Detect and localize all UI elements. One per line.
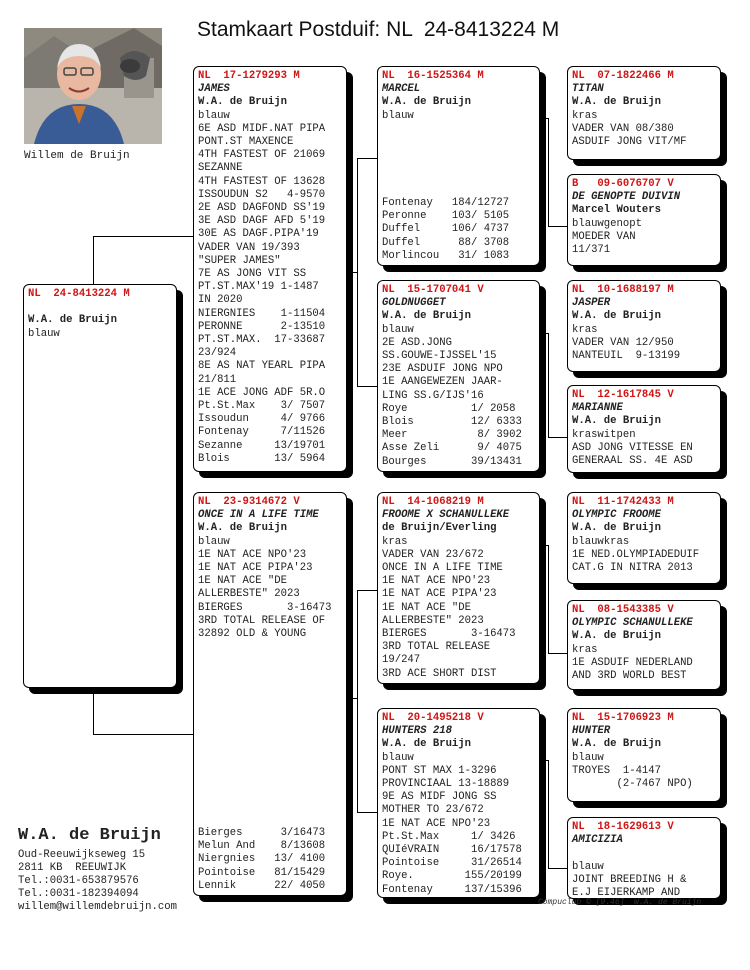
info-line: ONCE IN A LIFE TIME [382, 562, 503, 575]
results-block [378, 197, 539, 263]
info-line: ASD JONG VITESSE EN [572, 441, 693, 454]
breeder: W.A. de Bruijn [382, 310, 472, 323]
info-line: VADER VAN 08/380 [572, 122, 674, 135]
connector [93, 734, 193, 735]
info-line: Blois 12/ 6333 [382, 416, 522, 429]
info-line: Pt.St.Max 3/ 7507 [198, 400, 326, 413]
info-line: BIERGES 3-16473 [382, 628, 516, 641]
ring-number: NL 07-1822466 M [572, 70, 674, 82]
ring-number: NL 16-1525364 M [382, 70, 484, 82]
breeder: W.A. de Bruijn [572, 415, 662, 428]
pigeon-name: MARCEL [382, 83, 421, 96]
info-line: 1E NAT ACE NPO'23 [382, 575, 491, 588]
info-line: 2E ASD.JONG [382, 336, 452, 349]
result-line: Morlincou 31/ 1083 [382, 249, 510, 262]
pigeon-name: TITAN [572, 83, 604, 96]
info-line: 1E NAT ACE "DE [198, 575, 288, 588]
owner-address: Oud-Reeuwijkseweg 15 [18, 849, 146, 861]
color: kras [572, 323, 598, 336]
info-line: ASDUIF JONG VIT/MF [572, 136, 687, 149]
info-line: 1E NAT ACE NPO'23 [198, 548, 307, 561]
color: blauwgenopt [572, 217, 642, 230]
color: blauw [572, 751, 604, 764]
pigeon-name: JASPER [572, 297, 611, 310]
connector [548, 653, 568, 654]
info-line: Fontenay 137/15396 [382, 883, 522, 896]
info-line: 1E ACE JONG ADF 5R.O [198, 386, 326, 399]
connector [548, 118, 549, 226]
ring-number: B 09-6076707 V [572, 178, 674, 190]
pigeon-name: AMICIZIA [572, 834, 623, 847]
info-line: 3E ASD DAGF AFD 5'19 [198, 215, 326, 228]
info-line: 1E NED.OLYMPIADEDUIF [572, 548, 700, 561]
info-line: Meer 8/ 3902 [382, 429, 522, 442]
breeder [572, 847, 716, 860]
info-line: Roye 1/ 2058 [382, 402, 516, 415]
sire-dam-card [377, 280, 540, 472]
pigeon-name: HUNTER [572, 725, 611, 738]
color: kras [382, 535, 408, 548]
info-line: 3RD TOTAL RELEASE [382, 641, 491, 654]
info-line: 23/924 [198, 347, 237, 360]
color: blauwkras [572, 535, 630, 548]
info-line: 3RD ACE SHORT DIST [382, 667, 497, 680]
pigeon-name: ONCE IN A LIFE TIME [198, 509, 319, 522]
info-line: Asse Zeli 9/ 4075 [382, 442, 522, 455]
info-line: CAT.G IN NITRA 2013 [572, 562, 693, 575]
info-line: NANTEUIL 9-13199 [572, 350, 681, 363]
owner-photo [24, 28, 162, 144]
pigeon-name: JAMES [198, 83, 230, 96]
info-line: (2-7467 NPO) [572, 778, 693, 791]
info-line: 23E ASDUIF JONG NPO [382, 363, 503, 376]
info-line: VADER VAN 12/950 [572, 336, 674, 349]
breeder: W.A. de Bruijn [198, 96, 288, 109]
info-line: JOINT BREEDING H & [572, 873, 687, 886]
result-line: Duffel 106/ 4737 [382, 223, 510, 236]
connector [540, 333, 548, 334]
info-line: Sezanne 13/19701 [198, 439, 326, 452]
info-line: MOEDER VAN [572, 230, 636, 243]
ring-number: NL 23-9314672 V [198, 496, 300, 508]
info-line: PERONNE 2-13510 [198, 320, 326, 333]
subject-pigeon-card [23, 284, 177, 688]
color: blauw [28, 327, 60, 340]
breeder: W.A. de Bruijn [382, 96, 472, 109]
info-line: 1E NAT ACE NPO'23 [382, 817, 491, 830]
info-line: Bourges 39/13431 [382, 455, 522, 468]
color: kras [572, 643, 598, 656]
connector [357, 158, 358, 386]
pigeon-name: HUNTERS 218 [382, 725, 452, 738]
dam-dam-sire-card [567, 708, 721, 802]
info-line: 6E ASD MIDF.NAT PIPA [198, 122, 326, 135]
dam-dam-dam-card [567, 817, 721, 899]
breeder: de Bruijn/Everling [382, 522, 497, 535]
info-line: 4TH FASTEST OF 13628 [198, 175, 326, 188]
info-line: BIERGES 3-16473 [198, 601, 332, 614]
ring-number: NL 08-1543385 V [572, 604, 674, 616]
ring-number: NL 24-8413224 M [28, 288, 130, 300]
owner-phone: Tel.:0031-182394094 [18, 888, 139, 900]
info-line: PROVINCIAAL 13-18889 [382, 778, 510, 791]
info-line: 4TH FASTEST OF 21069 [198, 149, 326, 162]
sire-card [193, 66, 347, 472]
info-line: PONT.ST MAXENCE [198, 136, 294, 149]
owner-name: W.A. de Bruijn [18, 826, 161, 845]
connector [357, 812, 377, 813]
ring-number: NL 12-1617845 V [572, 389, 674, 401]
info-line: Issoudun 4/ 9766 [198, 413, 326, 426]
connector [357, 590, 358, 812]
breeder: W.A. de Bruijn [382, 738, 472, 751]
info-line: 7E AS JONG VIT SS [198, 268, 307, 281]
breeder: Marcel Wouters [572, 204, 662, 217]
info-line: 9E AS MIDF JONG SS [382, 791, 497, 804]
breeder: W.A. de Bruijn [572, 630, 662, 643]
pigeon-name: OLYMPIC SCHANULLEKE [572, 617, 693, 630]
info-line: VADER VAN 23/672 [382, 548, 484, 561]
connector [540, 760, 548, 761]
pigeon-name: MARIANNE [572, 402, 623, 415]
page-title: Stamkaart Postduif: NL 24-8413224 M [197, 18, 560, 41]
info-line: PT.ST.MAX. 17-33687 [198, 334, 326, 347]
connector [357, 590, 377, 591]
color: blauw [198, 109, 230, 122]
info-line: E.J EIJERKAMP AND [572, 887, 681, 899]
owner-email[interactable]: willem@willemdebruijn.com [18, 901, 177, 913]
info-line: LING SS.G/IJS'16 [382, 389, 484, 402]
result-line: Bierges 3/16473 [198, 826, 326, 839]
sire-dam-dam-card [567, 385, 721, 473]
info-line: ALLERBESTE" 2023 [382, 614, 484, 627]
result-line: Melun And 8/13608 [198, 840, 326, 853]
info-line: PONT ST MAX 1-3296 [382, 764, 497, 777]
info-line: VADER VAN 19/393 [198, 241, 300, 254]
info-line: 1E ASDUIF NEDERLAND [572, 656, 693, 669]
result-line: Pointoise 81/15429 [198, 866, 326, 879]
sire-dam-sire-card [567, 280, 721, 372]
info-line: Pt.St.Max 1/ 3426 [382, 830, 516, 843]
ring-number: NL 20-1495218 V [382, 712, 484, 724]
info-line: AND 3RD WORLD BEST [572, 670, 687, 683]
connector [548, 226, 568, 227]
info-line: TROYES 1-4147 [572, 764, 662, 777]
result-line: Niergnies 13/ 4100 [198, 853, 326, 866]
footer-credit: Compuclub © [9.46] W.A. de Bruijn [538, 898, 702, 907]
info-line: GENERAAL SS. 4E ASD [572, 455, 693, 468]
connector [347, 272, 357, 273]
pigeon-name: DE GENOPTE DUIVIN [572, 191, 681, 204]
connector [548, 333, 549, 437]
info-line: 30E AS DAGF.PIPA'19 [198, 228, 319, 241]
color: blauw [382, 751, 414, 764]
breeder: W.A. de Bruijn [572, 310, 662, 323]
dam-card [193, 492, 347, 896]
ring-number: NL 11-1742433 M [572, 496, 674, 508]
owner-block [18, 826, 177, 914]
info-line: NIERGNIES 1-11504 [198, 307, 326, 320]
breeder: W.A. de Bruijn [198, 522, 288, 535]
pigeon-name: GOLDNUGGET [382, 297, 446, 310]
connector [540, 545, 548, 546]
dam-sire-card [377, 492, 540, 684]
connector [357, 158, 377, 159]
info-line: Fontenay 7/11526 [198, 426, 326, 439]
ring-number: NL 14-1068219 M [382, 496, 484, 508]
info-line: PT.ST.MAX'19 1-1487 [198, 281, 319, 294]
sire-sire-dam-card [567, 174, 721, 266]
info-line: 11/371 [572, 244, 611, 257]
connector [357, 386, 377, 387]
pigeon-name: OLYMPIC FROOME [572, 509, 662, 522]
info-line: "SUPER JAMES" [198, 254, 281, 267]
info-line: ISSOUDUN S2 4-9570 [198, 188, 326, 201]
connector [93, 688, 94, 734]
pigeon-name: FROOME X SCHANULLEKE [382, 509, 510, 522]
ring-number: NL 17-1279293 M [198, 70, 300, 82]
breeder: W.A. de Bruijn [572, 738, 662, 751]
color: blauw [382, 323, 414, 336]
dam-dam-card [377, 708, 540, 898]
breeder: W.A. de Bruijn [572, 96, 662, 109]
info-line: QUIéVRAIN 16/17578 [382, 844, 522, 857]
sire-sire-sire-card [567, 66, 721, 160]
breeder: W.A. de Bruijn [572, 522, 662, 535]
info-line: 19/247 [382, 654, 421, 667]
connector [93, 236, 193, 237]
owner-city: 2811 KB REEUWIJK [18, 862, 127, 874]
color: kraswitpen [572, 428, 636, 441]
owner-phone: Tel.:0031-653879576 [18, 875, 139, 887]
connector [548, 868, 568, 869]
info-line: 8E AS NAT YEARL PIPA [198, 360, 326, 373]
connector [93, 236, 94, 286]
info-line: Blois 13/ 5964 [198, 452, 326, 465]
result-line: Peronne 103/ 5105 [382, 210, 510, 223]
color: kras [572, 109, 598, 122]
dam-sire-dam-card [567, 600, 721, 690]
connector [548, 760, 549, 868]
result-line: Lennik 22/ 4050 [198, 879, 326, 892]
ring-number: NL 15-1706923 M [572, 712, 674, 724]
info-line: 1E NAT ACE PIPA'23 [198, 562, 313, 575]
result-line: Fontenay 184/12727 [382, 196, 510, 209]
color: blauw [198, 535, 230, 548]
info-line: 1E NAT ACE "DE [382, 601, 472, 614]
info-line: IN 2020 [198, 294, 243, 307]
ring-number: NL 15-1707041 V [382, 284, 484, 296]
results-block [194, 827, 346, 893]
info-line: 1E NAT ACE PIPA'23 [382, 588, 497, 601]
dam-sire-sire-card [567, 492, 721, 584]
connector [548, 437, 568, 438]
color: blauw [572, 860, 604, 873]
ring-number: NL 18-1629613 V [572, 821, 674, 833]
info-line: Pointoise 31/26514 [382, 857, 522, 870]
info-line: SS.GOUWE-IJSSEL'15 [382, 350, 497, 363]
sire-sire-card [377, 66, 540, 266]
connector [548, 545, 549, 653]
info-line: MOTHER TO 23/672 [382, 804, 484, 817]
breeder: W.A. de Bruijn [28, 314, 118, 327]
info-line: 3RD TOTAL RELEASE OF [198, 614, 326, 627]
info-line: Roye. 155/20199 [382, 870, 522, 883]
color: blauw [382, 109, 414, 122]
info-line: 21/811 [198, 373, 237, 386]
info-line: 2E ASD DAGFOND SS'19 [198, 202, 326, 215]
connector [347, 698, 357, 699]
info-line: 32892 OLD & YOUNG [198, 628, 307, 641]
photo-caption: Willem de Bruijn [24, 150, 130, 162]
info-line: ALLERBESTE" 2023 [198, 588, 300, 601]
result-line: Duffel 88/ 3708 [382, 236, 510, 249]
info-line: 1E AANGEWEZEN JAAR- [382, 376, 503, 389]
ring-number: NL 10-1688197 M [572, 284, 674, 296]
spacer [28, 301, 172, 314]
connector [540, 118, 548, 119]
info-line: SEZANNE [198, 162, 243, 175]
